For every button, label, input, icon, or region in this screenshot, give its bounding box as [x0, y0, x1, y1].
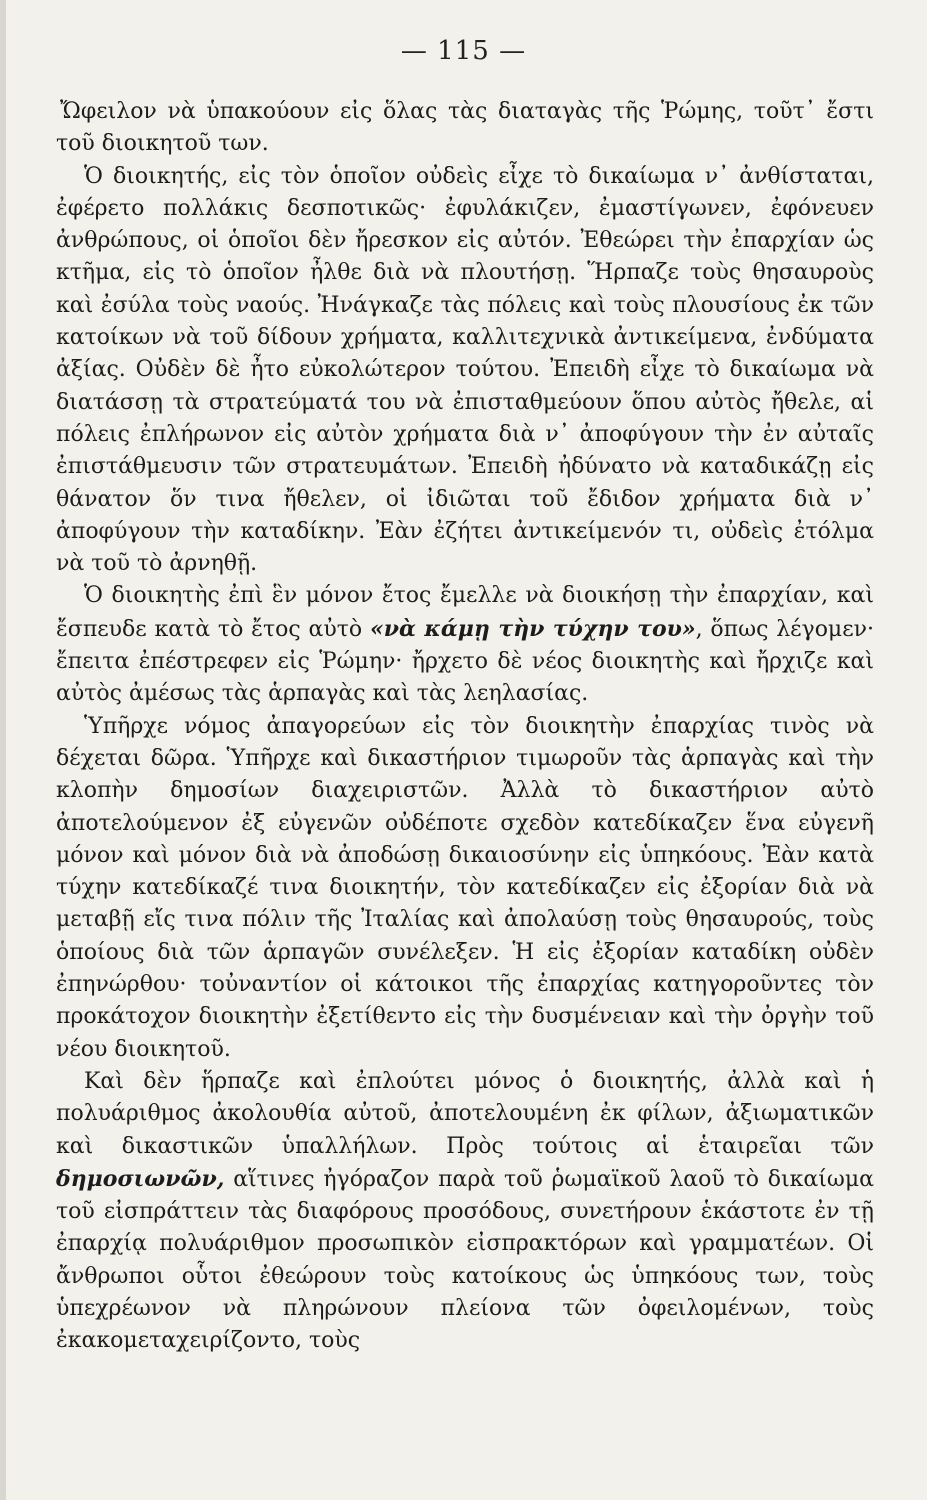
body-text: [56, 96, 874, 1358]
paragraph-2: Ὁ διοικητής, εἰς τὸν ὁποῖον οὐδεὶς εἶχε τὸ δικαίωμα ν᾽ ἀνθίσταται, ἐφέρετο πολλάκις δεσποτικῶς· ἐφυλάκιζεν, ἐμαστίγωνεν, ἐφόνευεν ἀνθρώπους, οἱ ὁποῖοι δὲν ἤρεσκον εἰς αὐτόν. Ἐθεώρει τὴν ἐπαρχίαν ὡς κτῆμα, εἰς τὸ ὁποῖον ἦλθε διὰ νὰ πλουτήσῃ. Ἥρπαζε τοὺς θησαυροὺς καὶ ἐσύλα τοὺς ναούς. Ἠνάγκαζε τὰς πόλεις καὶ τοὺς πλουσίους ἐκ τῶν κατοίκων νὰ τοῦ δίδουν χρήματα, καλλιτεχνικὰ ἀντικείμενα, ἐνδύματα ἀξίας. Οὐδὲν δὲ ἦτο εὐκολώτερον τούτου. Ἐπειδὴ εἶχε τὸ δικαίωμα νὰ διατάσσῃ τὰ στρατεύματά του νὰ ἐπισταθμεύουν ὅπου αὐτὸς ἤθελε, αἱ πόλεις ἐπλήρωνον εἰς αὐτὸν χρήματα διὰ ν᾽ ἀποφύγουν τὴν ἐν αὐταῖς ἐπιστάθμευσιν τῶν στρατευμάτων. Ἐπειδὴ ἠδύνατο νὰ καταδικάζῃ εἰς θάνατον ὅν τινα ἤθελεν, οἱ ἰδιῶται τοῦ ἔδιδον χρήματα διὰ ν᾽ ἀποφύγουν τὴν καταδίκην. Ἐὰν ἐζήτει ἀντικείμενόν τι, οὐδεὶς ἐτόλμα νὰ τοῦ τὸ ἀρνηθῇ.: [56, 163, 874, 577]
emphasized-phrase: «νὰ κάμῃ τὴν τύχην του»: [369, 615, 696, 642]
page-edge: [0, 0, 6, 1500]
paragraph-3-text-end: , ὅπως λέγομεν· ἔπειτα ἐπέστρεφεν εἰς Ῥώμην· ἤρχετο δὲ νέος διοικητὴς καὶ ἤρχιζε καὶ αὐτὸς ἀμέσως τὰς ἁρπαγὰς καὶ τὰς λεηλασίας.: [56, 616, 874, 707]
paragraph-1: Ὤφειλον νὰ ὑπακούουν εἰς ὅλας τὰς διαταγὰς τῆς Ῥώμης, τοῦτ᾽ ἔστι τοῦ διοικητοῦ των.: [56, 99, 874, 157]
paragraph-3: [56, 580, 874, 710]
emphasized-term: δημοσιωνῶν,: [56, 1165, 225, 1192]
paragraph-3-text-start: Ὁ διοικητὴς ἐπὶ ἓν μόνον ἔτος ἔμελλε νὰ διοικήσῃ τὴν ἐπαρχίαν, καὶ ἔσπευδε κατὰ τὸ ἔτος αὐτὸ: [56, 583, 874, 642]
paragraph-5: [56, 1066, 874, 1358]
paragraph-4: Ὑπῆρχε νόμος ἀπαγορεύων εἰς τὸν διοικητὴν ἐπαρχίας τινὸς νὰ δέχεται δῶρα. Ὑπῆρχε καὶ δικαστήριον τιμωροῦν τὰς ἁρπαγὰς καὶ τὴν κλοπὴν δημοσίων διαχειριστῶν. Ἀλλὰ τὸ δικαστήριον αὐτὸ ἀποτελούμενον ἐξ εὐγενῶν οὐδέποτε σχεδὸν κατεδίκαζεν ἕνα εὐγενῆ μόνον καὶ μόνον διὰ νὰ ἀποδώσῃ δικαιοσύνην εἰς ὑπηκόους. Ἐὰν κατὰ τύχην κατεδίκαζέ τινα διοικητήν, τὸν κατεδίκαζεν εἰς ἐξορίαν διὰ νὰ μεταβῇ εἴς τινα πόλιν τῆς Ἰταλίας καὶ ἀπολαύσῃ τοὺς θησαυρούς, τοὺς ὁποίους διὰ τῶν ἁρπαγῶν συνέλεξεν. Ἡ εἰς ἐξορίαν καταδίκη οὐδὲν ἐπηνώρθου· τοὐναντίον οἱ κάτοικοι τῆς ἐπαρχίας κατηγοροῦντες τὸν προκάτοχον διοικητὴν ἐξετίθεντο εἰς τὴν δυσμένειαν καὶ τὴν ὀργὴν τοῦ νέου διοικητοῦ.: [56, 713, 874, 1062]
page-number: — 115 —: [400, 36, 527, 66]
paragraph-5-text-end: αἵτινες ἠγόραζον παρὰ τοῦ ῥωμαϊκοῦ λαοῦ τὸ δικαίωμα τοῦ εἰσπράττειν τὰς διαφόρους προσόδους, συνετήρουν ἑκάστοτε ἐν τῇ ἐπαρχίᾳ πολυάριθμον προσωπικὸν εἰσπρακτόρων καὶ γραμματέων. Οἱ ἄνθρωποι οὗτοι ἐθεώρουν τοὺς κατοίκους ὡς ὑπηκόους των, τοὺς ὑπεχρέωνον νὰ πληρώνουν πλείονα τῶν ὀφειλομένων, τοὺς ἐκακομεταχειρίζοντο, τοὺς: [56, 1166, 874, 1354]
paragraph-5-text-start: Καὶ δὲν ἥρπαζε καὶ ἐπλούτει μόνος ὁ διοικητής, ἀλλὰ καὶ ἡ πολυάριθμος ἀκολουθία αὐτοῦ, ἀποτελουμένη ἐκ φίλων, ἀξιωματικῶν καὶ δικαστικῶν ὑπαλλήλων. Πρὸς τούτοις αἱ ἑταιρεῖαι τῶν: [56, 1068, 874, 1159]
